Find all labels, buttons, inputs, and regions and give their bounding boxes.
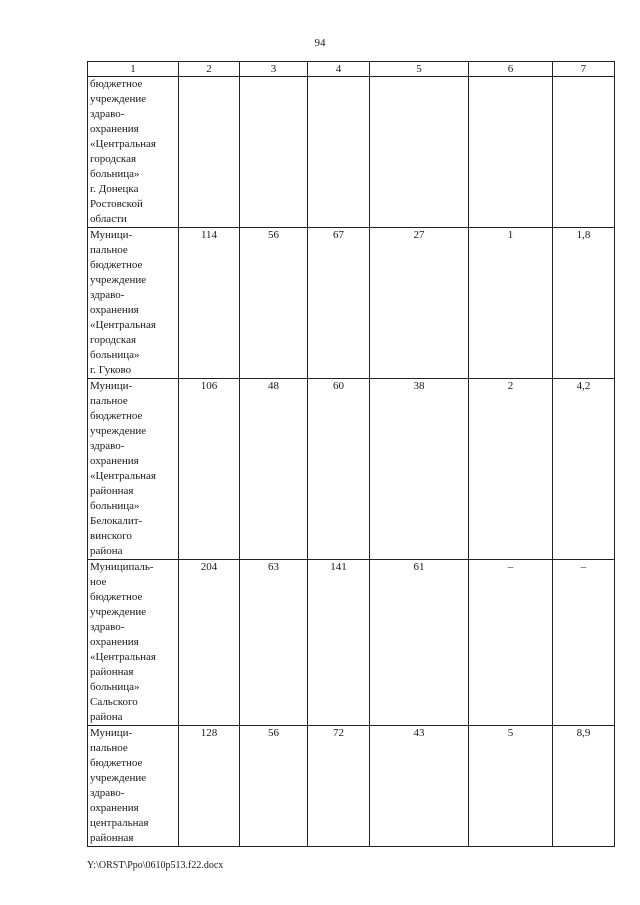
cell-col-2 <box>179 77 240 228</box>
cell-col-5: 61 <box>370 560 469 726</box>
column-header-7: 7 <box>553 62 615 77</box>
column-header-5: 5 <box>370 62 469 77</box>
cell-col-4 <box>308 77 370 228</box>
cell-col-5: 38 <box>370 379 469 560</box>
cell-col-3: 56 <box>240 228 308 379</box>
cell-col-4: 72 <box>308 726 370 847</box>
cell-col-4: 141 <box>308 560 370 726</box>
table-header <box>88 62 615 77</box>
institution-name: Муници- пальное бюджетное учреждение здраво- охранения «Центральная городская больница» г. Гуково <box>88 228 179 379</box>
cell-col-2: 128 <box>179 726 240 847</box>
cell-col-7: – <box>553 560 615 726</box>
institution-name: бюджетное учреждение здраво- охранения «Центральная городская больница» г. Донецка Ростовской области <box>88 77 179 228</box>
cell-col-2: 204 <box>179 560 240 726</box>
cell-col-5 <box>370 77 469 228</box>
cell-col-7 <box>553 77 615 228</box>
column-header-3: 3 <box>240 62 308 77</box>
cell-col-6: 1 <box>469 228 553 379</box>
table-row <box>88 77 615 228</box>
table-row <box>88 726 615 847</box>
cell-col-5: 43 <box>370 726 469 847</box>
cell-col-2: 106 <box>179 379 240 560</box>
cell-col-6 <box>469 77 553 228</box>
footer-file-path: Y:\ORST\Ppo\0610p513.f22.docx <box>87 860 224 871</box>
institution-name: Муници- пальное бюджетное учреждение здраво- охранения «Центральная районная больница» Белокалит- винского района <box>88 379 179 560</box>
cell-col-3: 56 <box>240 726 308 847</box>
cell-col-3: 63 <box>240 560 308 726</box>
column-header-2: 2 <box>179 62 240 77</box>
column-header-1: 1 <box>88 62 179 77</box>
cell-col-4: 67 <box>308 228 370 379</box>
table-row <box>88 560 615 726</box>
page-number: 94 <box>314 37 326 49</box>
cell-col-3 <box>240 77 308 228</box>
cell-col-5: 27 <box>370 228 469 379</box>
cell-col-6: 5 <box>469 726 553 847</box>
cell-col-2: 114 <box>179 228 240 379</box>
cell-col-4: 60 <box>308 379 370 560</box>
cell-col-7: 4,2 <box>553 379 615 560</box>
table-row <box>88 379 615 560</box>
cell-col-6: 2 <box>469 379 553 560</box>
table-row <box>88 228 615 379</box>
cell-col-6: – <box>469 560 553 726</box>
institution-name: Муниципаль- ное бюджетное учреждение здраво- охранения «Центральная районная больница» Сальского района <box>88 560 179 726</box>
table-body <box>88 77 615 847</box>
header-row <box>88 62 615 77</box>
institution-name: Муници- пальное бюджетное учреждение здраво- охранения центральная районная <box>88 726 179 847</box>
statistics-table <box>87 61 615 847</box>
cell-col-7: 8,9 <box>553 726 615 847</box>
cell-col-7: 1,8 <box>553 228 615 379</box>
column-header-6: 6 <box>469 62 553 77</box>
column-header-4: 4 <box>308 62 370 77</box>
cell-col-3: 48 <box>240 379 308 560</box>
